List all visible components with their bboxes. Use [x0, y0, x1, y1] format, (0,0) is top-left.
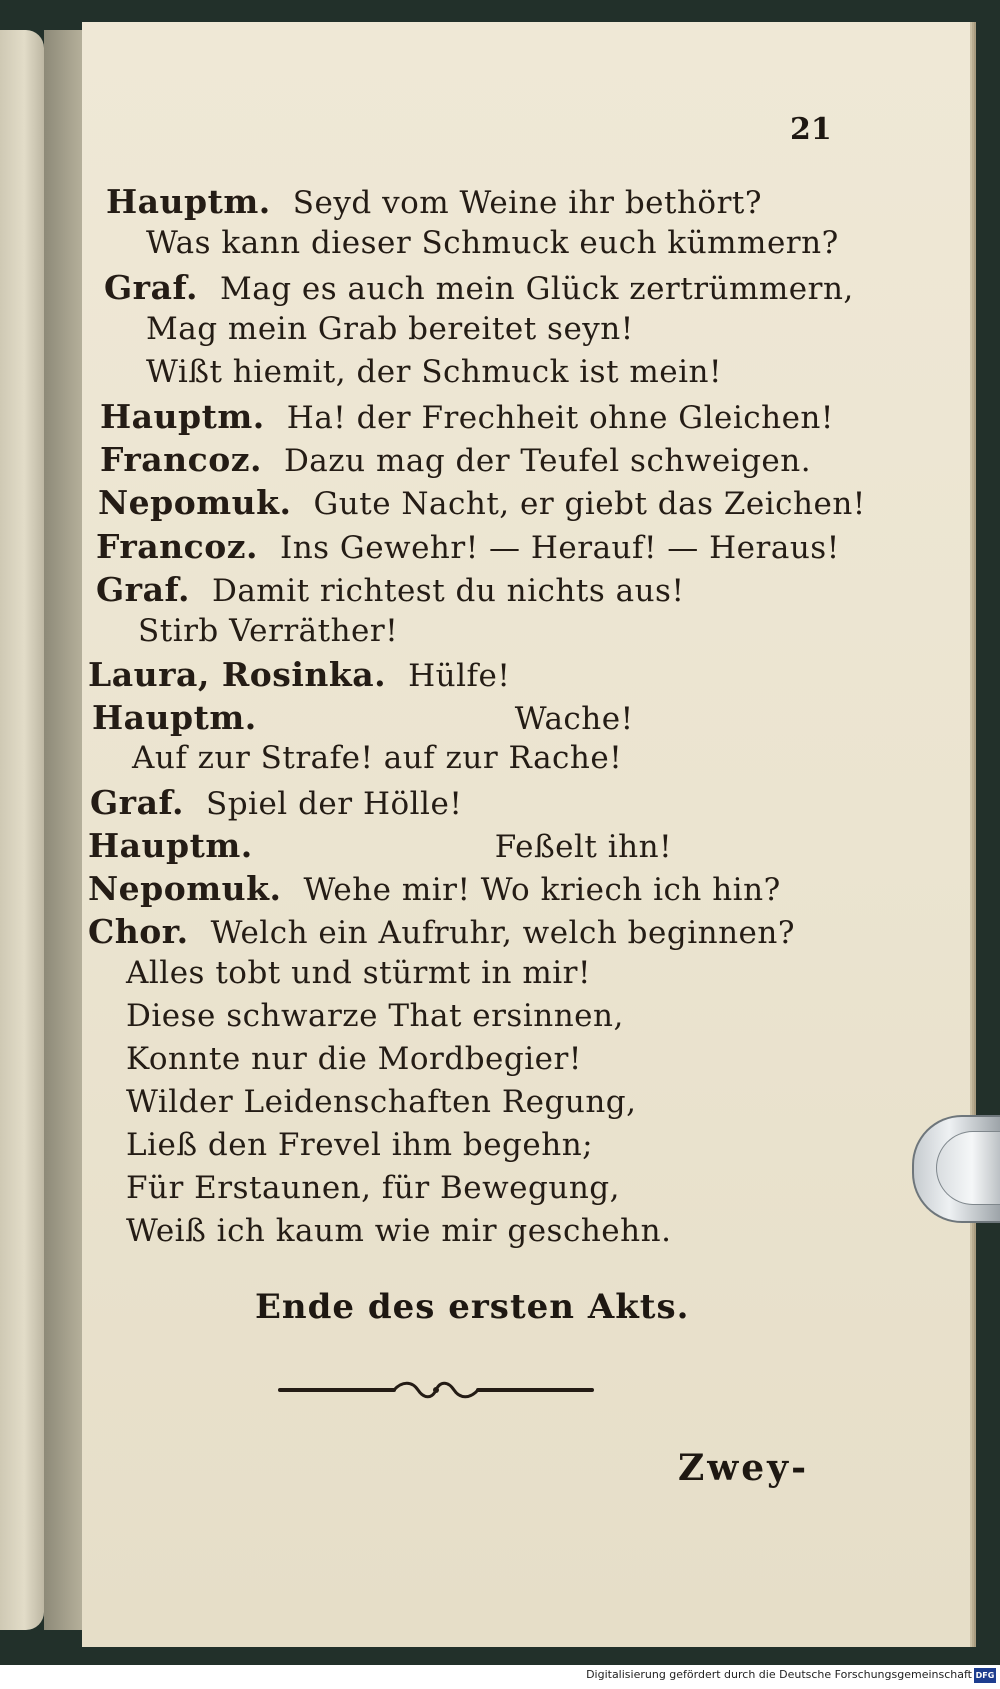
- verse-line: [100, 397, 834, 436]
- speaker-name: Hauptm.: [88, 826, 253, 865]
- verse-text: Feßelt ihn!: [494, 829, 673, 865]
- verse-text: Weiß ich kaum wie mir geschehn.: [126, 1213, 672, 1249]
- verse-line: [96, 527, 840, 566]
- verse-text: Welch ein Aufruhr, welch beginnen?: [210, 915, 795, 951]
- act-end-heading: Ende des ersten Akts.: [255, 1287, 690, 1327]
- verse-text: Hülfe!: [408, 658, 511, 694]
- previous-page-edge: [0, 30, 44, 1630]
- verse-line: [98, 483, 866, 522]
- speaker-name: Graf.: [90, 783, 184, 822]
- book-gutter: [44, 30, 84, 1630]
- verse-line: [88, 826, 672, 865]
- catchword: Zwey-: [678, 1447, 810, 1489]
- verse-text: Spiel der Hölle!: [205, 786, 463, 822]
- footer-bar: [0, 1665, 1000, 1689]
- ornamental-rule: [276, 1377, 596, 1403]
- verse-line: [126, 1084, 637, 1120]
- verse-text: Stirb Verräther!: [138, 613, 399, 649]
- verse-line: [146, 225, 839, 261]
- speaker-name: Chor.: [88, 912, 189, 951]
- verse-text: Dazu mag der Teufel schweigen.: [283, 443, 812, 479]
- page-number: 21: [790, 112, 832, 147]
- speaker-name: Hauptm.: [100, 397, 265, 436]
- verse-line: [132, 740, 622, 776]
- verse-text: Gute Nacht, er giebt das Zeichen!: [313, 486, 866, 522]
- speaker-name: Laura, Rosinka.: [88, 655, 387, 694]
- verse-line: [146, 311, 634, 347]
- verse-text: Wißt hiemit, der Schmuck ist mein!: [146, 354, 722, 390]
- verse-text: Wilder Leidenschaften Regung,: [126, 1084, 637, 1120]
- verse-line: [88, 655, 510, 694]
- verse-text: Auf zur Strafe! auf zur Rache!: [132, 740, 623, 776]
- verse-line: [104, 268, 854, 307]
- verse-text: Wache!: [514, 701, 634, 737]
- page-clip: [912, 1115, 1000, 1223]
- verse-text: Konnte nur die Mordbegier!: [126, 1041, 582, 1077]
- verse-line: [126, 1127, 593, 1163]
- verse-line: [88, 912, 795, 951]
- speaker-name: Graf.: [96, 570, 190, 609]
- verse-line: [90, 783, 462, 822]
- speaker-name: Hauptm.: [106, 182, 271, 221]
- verse-line: [138, 613, 398, 649]
- verse-text: Diese schwarze That ersinnen,: [126, 998, 624, 1034]
- verse-line: [96, 570, 684, 609]
- verse-text: Wehe mir! Wo kriech ich hin?: [303, 872, 781, 908]
- verse-text: Alles tobt und stürmt in mir!: [126, 955, 591, 991]
- verse-text: Was kann dieser Schmuck euch kümmern?: [146, 225, 839, 261]
- verse-text: Ins Gewehr! — Herauf! — Heraus!: [279, 530, 840, 566]
- verse-text: Für Erstaunen, für Bewegung,: [126, 1170, 620, 1206]
- verse-line: [88, 869, 781, 908]
- verse-line: [126, 998, 624, 1034]
- speaker-name: Francoz.: [96, 527, 258, 566]
- speaker-name: Graf.: [104, 268, 198, 307]
- verse-text: Ha! der Frechheit ohne Gleichen!: [286, 400, 834, 436]
- verse-line: [106, 182, 762, 221]
- verse-text: Seyd vom Weine ihr bethört?: [292, 185, 762, 221]
- verse-text: Mag mein Grab bereitet seyn!: [146, 311, 634, 347]
- verse-line: [126, 1041, 582, 1077]
- verse-line: [146, 354, 722, 390]
- speaker-name: Francoz.: [100, 440, 262, 479]
- footer-credit: Digitalisierung gefördert durch die Deutsche Forschungsgemeinschaft: [586, 1668, 972, 1681]
- verse-line: [92, 698, 634, 737]
- verse-line: [126, 1170, 620, 1206]
- speaker-name: Nepomuk.: [98, 483, 292, 522]
- verse-line: [100, 440, 811, 479]
- verse-text: Ließ den Frevel ihm begehn;: [126, 1127, 594, 1163]
- speaker-name: Nepomuk.: [88, 869, 282, 908]
- verse-line: [126, 1213, 671, 1249]
- dfg-logo: DFG: [974, 1668, 996, 1683]
- verse-text: Damit richtest du nichts aus!: [211, 573, 685, 609]
- verse-text: Mag es auch mein Glück zertrümmern,: [219, 271, 854, 307]
- speaker-name: Hauptm.: [92, 698, 257, 737]
- verse-line: [126, 955, 591, 991]
